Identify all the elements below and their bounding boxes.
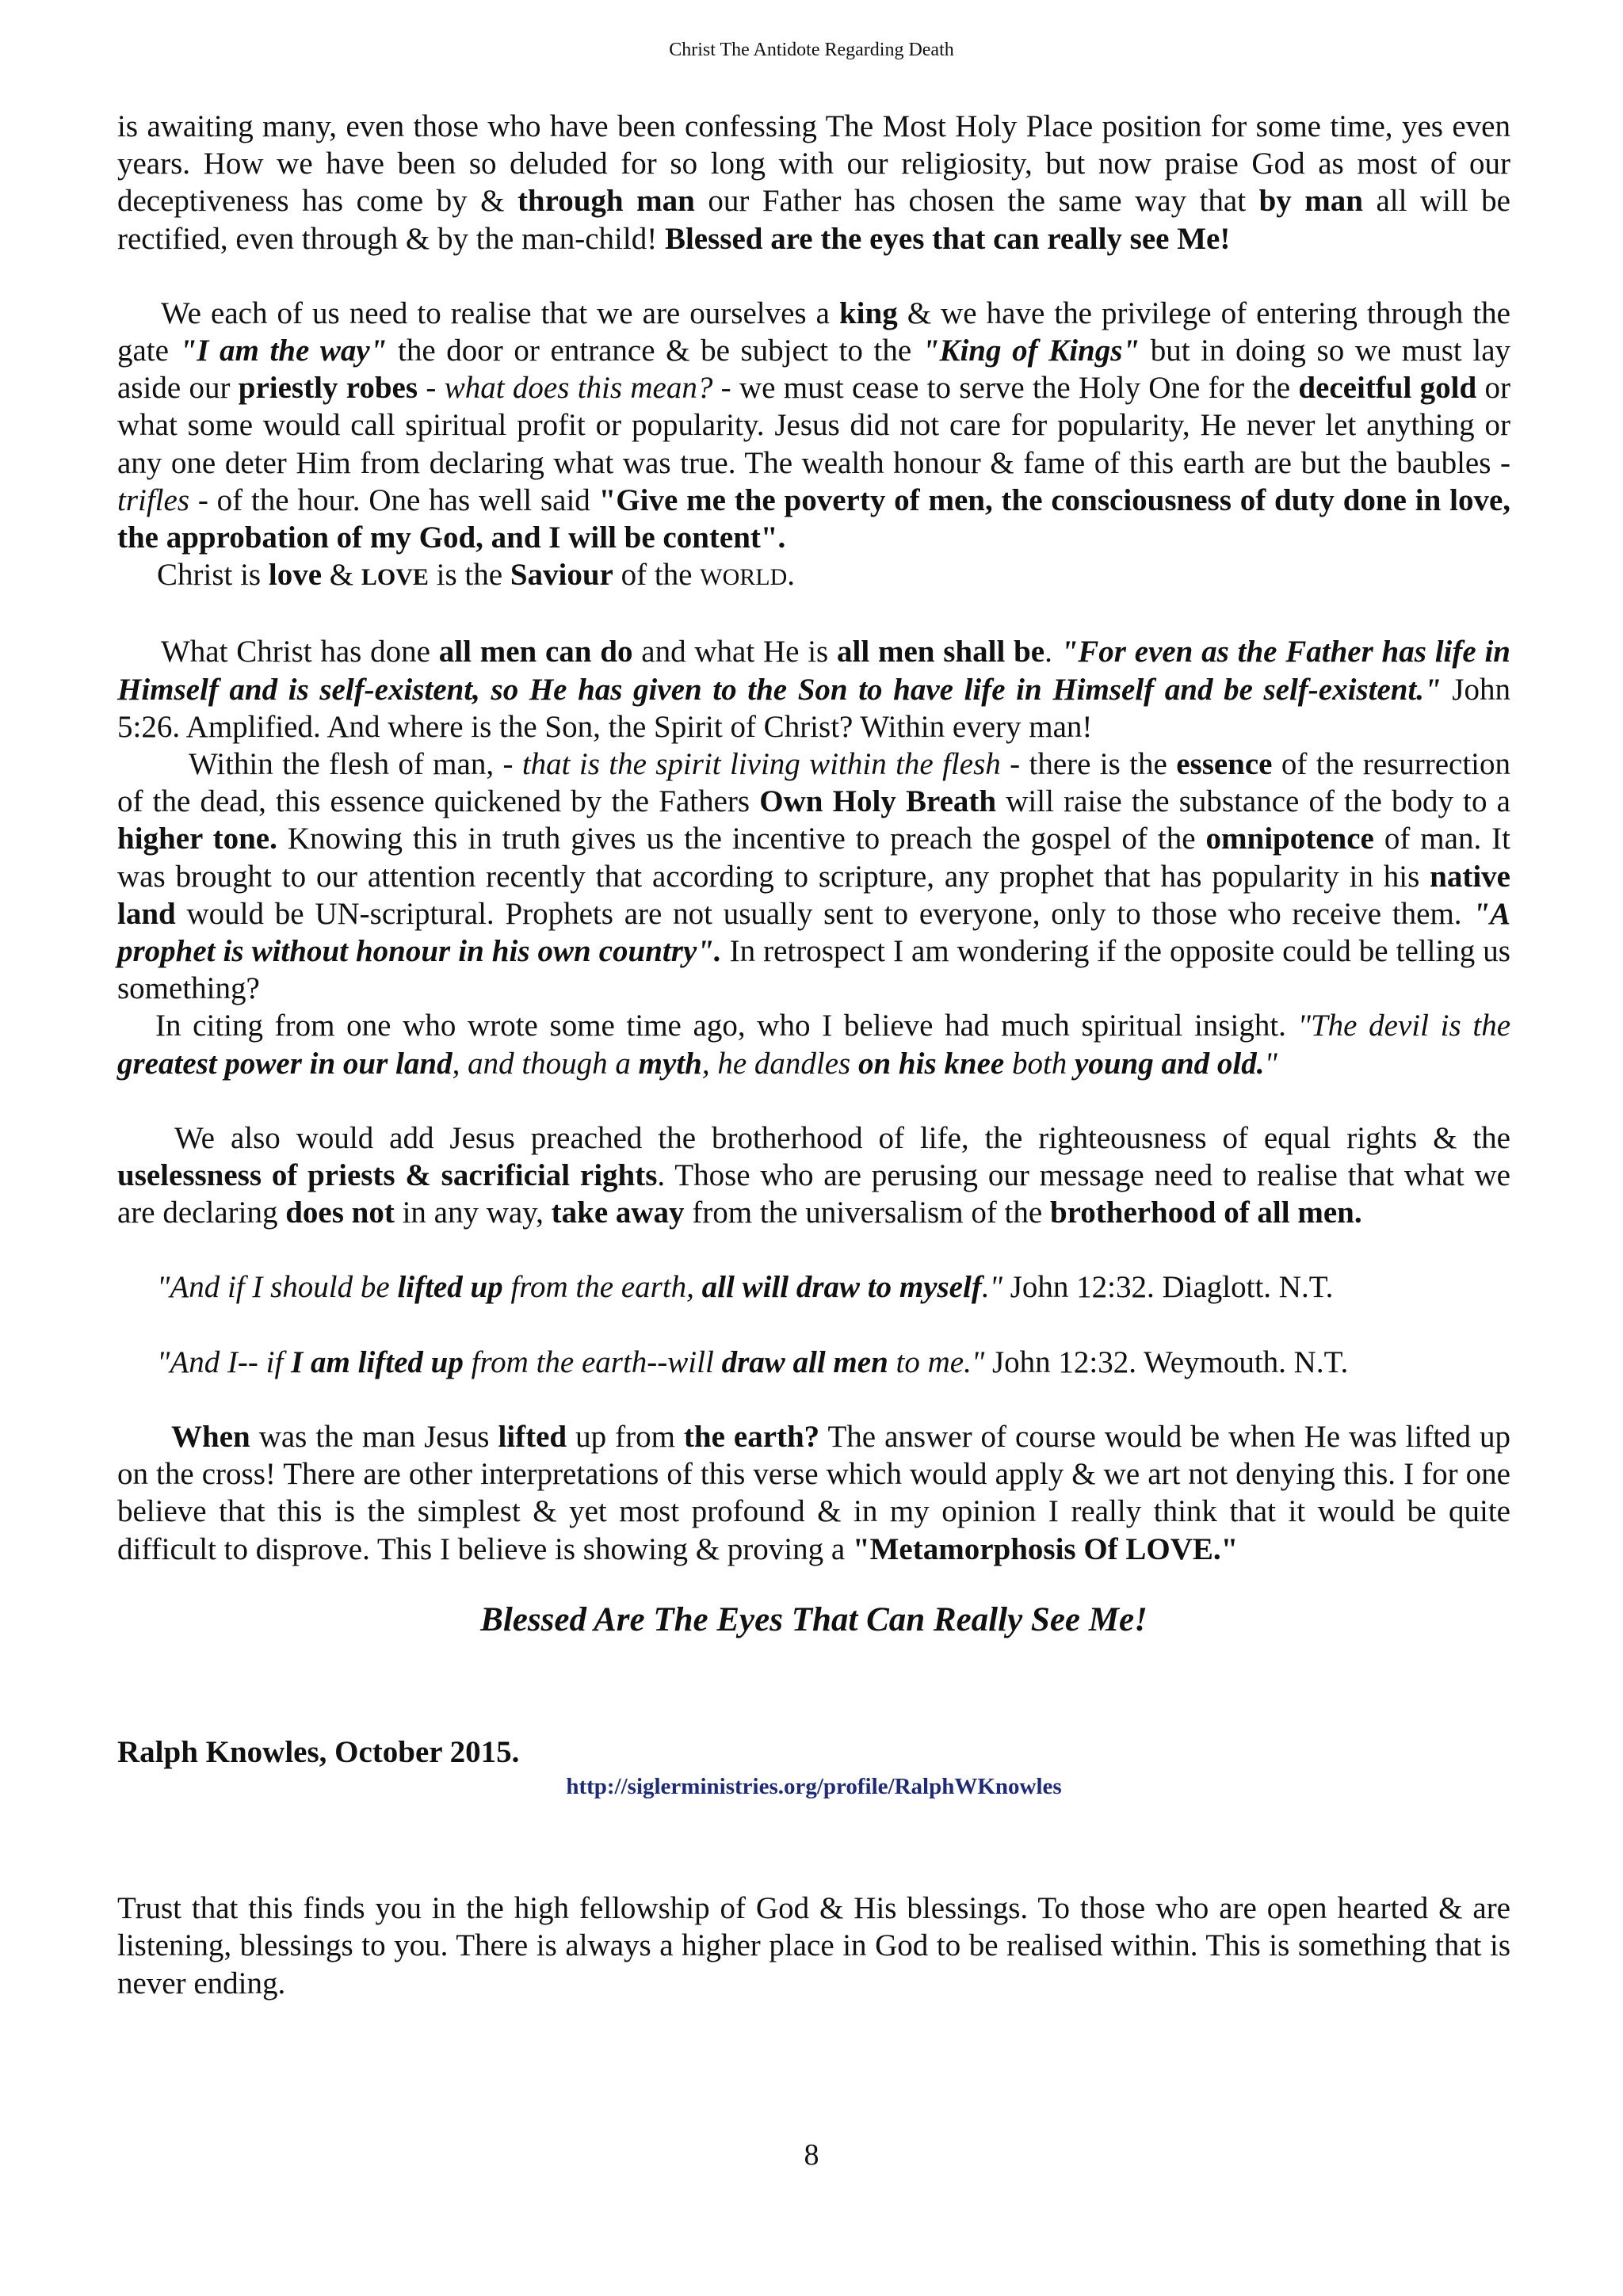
text-run: "The devil is the xyxy=(1297,1009,1511,1043)
text-run: from the earth, xyxy=(502,1270,702,1305)
text-run: through man xyxy=(517,184,695,219)
text-run: but in doing so we must lay aside our xyxy=(117,334,1511,406)
text-run: from the earth--will xyxy=(463,1344,722,1379)
text-run: the earth? xyxy=(683,1419,820,1454)
paragraph xyxy=(117,556,1510,596)
text-run: We each of us need to realise that we are ourselves a xyxy=(161,296,839,330)
paragraph xyxy=(117,1119,1510,1232)
text-run: - there is the xyxy=(1000,747,1177,782)
paragraphs xyxy=(117,108,1510,1568)
text-run: all men can do xyxy=(438,635,633,669)
text-run: In citing from one who wrote some time ago, who I believe had much spiritual insight. xyxy=(155,1009,1298,1043)
text-run: John 12:32. Diaglott. N.T. xyxy=(1002,1270,1334,1305)
text-run: " xyxy=(1264,1046,1277,1081)
text-run: all will draw to myself xyxy=(701,1270,982,1305)
text-run: "I am the way" xyxy=(179,334,388,368)
paragraph-gap xyxy=(117,1306,1510,1344)
text-run: We also would add Jesus preached the brotherhood of life, the righteousness of equal rights & the xyxy=(174,1120,1510,1155)
text-run: "And I-- if xyxy=(157,1344,292,1379)
text-run: to me." xyxy=(888,1344,985,1379)
text-run: ." xyxy=(981,1270,1002,1305)
text-run: - xyxy=(418,371,445,406)
text-run: will raise the substance of the body to a xyxy=(996,784,1510,819)
text-run: John 12:32. Weymouth. N.T. xyxy=(984,1344,1349,1379)
paragraph-gap xyxy=(117,596,1510,633)
text-run: was the man Jesus xyxy=(250,1419,498,1454)
text-run: from the universalism of the xyxy=(684,1196,1050,1230)
text-run: , and though a xyxy=(452,1046,639,1081)
paragraph-gap xyxy=(117,1231,1510,1268)
text-run: what does this mean? xyxy=(444,371,713,406)
text-run: "Metamorphosis Of LOVE." xyxy=(852,1531,1239,1566)
paragraph xyxy=(117,1268,1510,1306)
text-run: does not xyxy=(285,1196,395,1230)
paragraph xyxy=(117,1344,1510,1381)
text-run: greatest power in our land xyxy=(117,1046,453,1081)
paragraph-gap xyxy=(117,1381,1510,1418)
text-run: all men shall be xyxy=(837,635,1045,669)
text-run: myth xyxy=(638,1046,702,1081)
text-run: priestly robes xyxy=(238,371,418,406)
text-run: In retrospect I am wondering if the opposite could be telling us something? xyxy=(117,934,1510,1006)
text-run: . xyxy=(1044,635,1061,669)
paragraph xyxy=(117,295,1510,556)
text-run: Within the flesh of man, - xyxy=(189,747,522,782)
text-run: Blessed are the eyes that can really see Me! xyxy=(664,221,1231,256)
text-run: of man. It was brought to our attention recently that according to scripture, any prophet that has popularity in his xyxy=(117,822,1510,894)
text-run: - of the hour. One has well said xyxy=(189,482,599,517)
running-header: Christ The Antidote Regarding Death xyxy=(669,40,954,60)
text-run: lifted up xyxy=(397,1270,503,1305)
text-run: & we have the privilege of entering through the gate xyxy=(117,296,1510,368)
text-run: our Father has chosen the same way that xyxy=(694,184,1259,219)
text-run: up from xyxy=(567,1419,684,1454)
text-run: omnipotence xyxy=(1205,822,1374,856)
text-run: and what He is xyxy=(632,635,838,669)
text-run: The answer of course would be when He was lifted up on the cross! There are other interpretations of this verse which would apply & we art not denying this. I for one believe that this is the simplest & yet most profound & in my opinion I really think that it would be quite difficult to disprove. This I believe is showing & proving a xyxy=(117,1419,1510,1566)
text-run: take away xyxy=(551,1196,685,1230)
paragraph xyxy=(117,1007,1510,1081)
profile-link[interactable]: http://siglerministries.org/profile/RalphWKnowles xyxy=(566,1774,1062,1800)
text-run: is the xyxy=(428,558,510,593)
text-run: is awaiting many, even those who have been confessing The Most Holy Place position for some time, yes even years. How we have been so deluded for so long with our religiosity, but now praise God as most of our deceptiveness has come by & xyxy=(117,109,1510,219)
text-run: of the xyxy=(613,558,701,593)
text-run: "And if I should be xyxy=(157,1270,398,1305)
text-run: by man xyxy=(1258,184,1363,219)
paragraph-gap xyxy=(117,1082,1510,1119)
signature: Ralph Knowles, October 2015. xyxy=(117,1734,520,1769)
text-run: draw all men xyxy=(721,1344,888,1379)
text-run: John 5:26. Amplified. And where is the Son, the Spirit of Christ? Within every man! xyxy=(117,672,1510,744)
closing-paragraph: Trust that this finds you in the high fellowship of God & His blessings. To those who are open hearted & are listening, blessings to you. There is always a higher place in God to be realised within. This is something that is never ending. xyxy=(117,1891,1510,2000)
text-run: king xyxy=(838,296,898,330)
text-run: of the resurrection of the dead, this essence quickened by the Fathers xyxy=(117,747,1510,819)
text-run: "Give me the poverty of men, the consciousness of duty done in love, the approbation of my God, and I will be content". xyxy=(117,482,1511,555)
text-run: "King of Kings" xyxy=(922,334,1140,368)
text-run: in any way, xyxy=(394,1196,552,1230)
text-run: would be UN-scriptural. Prophets are not usually sent to everyone, only to those who receive them. xyxy=(175,896,1473,931)
text-run: native land xyxy=(117,859,1510,931)
text-run: . Those who are perusing our message need to realise that what we are declaring xyxy=(117,1158,1510,1230)
text-run: higher tone. xyxy=(117,822,277,856)
text-run: all will be rectified, even through & by the man-child! xyxy=(117,184,1510,256)
text-run: lifted xyxy=(498,1419,567,1454)
text-run: or what some would call spiritual profit or popularity. Jesus did not care for popularity, He never let anything or any one deter Him from declaring what was true. The wealth honour & fame of this earth are but the baubles - xyxy=(117,371,1510,480)
text-run: Own Holy Breath xyxy=(759,784,997,819)
text-run: When xyxy=(171,1419,250,1454)
closing-title: Blessed Are The Eyes That Can Really See Me! xyxy=(480,1600,1148,1638)
text-run: I am lifted up xyxy=(291,1344,464,1379)
text-run: essence xyxy=(1176,747,1273,782)
text-run: love xyxy=(268,558,323,593)
text-run: , he dandles xyxy=(701,1046,858,1081)
text-run: What Christ has done xyxy=(161,635,439,669)
text-run: LOVE xyxy=(361,564,429,591)
paragraph-gap xyxy=(117,257,1510,295)
text-run: . xyxy=(787,558,795,593)
text-run: that is the spirit living within the flesh xyxy=(521,747,1001,782)
text-run: the door or entrance & be subject to the xyxy=(387,334,922,368)
text-run: "For even as the Father has life in Himself and is self-existent, so He has given to the Son to have life in Himself and be self-existent." xyxy=(117,635,1510,707)
text-run: uselessness of priests & sacrificial rights xyxy=(117,1158,658,1193)
page-number: 8 xyxy=(804,2138,819,2172)
text-run: both xyxy=(1004,1046,1075,1081)
text-run: brotherhood of all men. xyxy=(1049,1196,1362,1230)
text-run: & xyxy=(322,558,361,593)
text-run: WORLD xyxy=(700,564,788,591)
text-run: on his knee xyxy=(857,1046,1005,1081)
paragraph xyxy=(117,746,1510,1007)
text-run: trifles xyxy=(117,482,190,517)
text-run: "A prophet is without honour in his own country". xyxy=(117,896,1510,969)
text-run: Knowing this in truth gives us the incentive to preach the gospel of the xyxy=(277,822,1206,856)
text-run: Saviour xyxy=(510,558,613,593)
text-run: deceitful gold xyxy=(1298,371,1477,406)
body-text xyxy=(117,108,1510,2002)
text-run: - we must cease to serve the Holy One for the xyxy=(712,371,1299,406)
paragraph xyxy=(117,1418,1510,1568)
text-run: Christ is xyxy=(157,558,269,593)
paragraph xyxy=(117,633,1510,746)
paragraph xyxy=(117,108,1510,257)
text-run: young and old. xyxy=(1075,1046,1265,1081)
